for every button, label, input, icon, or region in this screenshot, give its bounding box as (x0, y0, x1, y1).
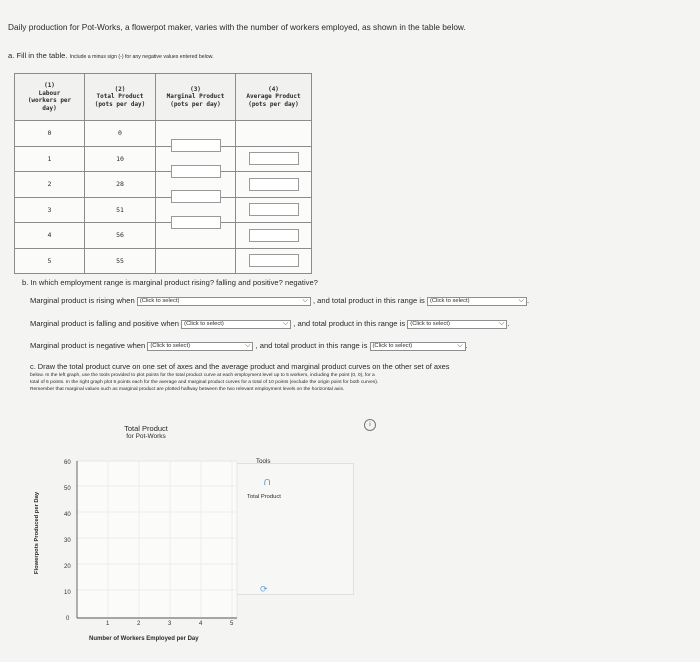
labour-cell: 2 (15, 172, 85, 198)
header-labour: (1) Labour (workers per day) (15, 74, 85, 121)
tools-title: Tools (256, 458, 271, 465)
table-row (15, 197, 312, 223)
average-product-input[interactable] (249, 203, 299, 216)
part-b-row-negative: Marginal product is negative when (Click to select) ⌵ , and total product in this range is (Click to select) ⌵ . (30, 341, 468, 350)
header-total-product: (2) Total Product (pots per day) (85, 74, 156, 121)
x-tick-label: 3 (168, 621, 172, 625)
plot-area[interactable] (77, 461, 237, 618)
part-a-prompt (8, 51, 214, 60)
marginal-product-input[interactable] (171, 216, 221, 229)
chevron-down-icon: ⌵ (498, 320, 505, 327)
y-axis-label: Flowerpots Produced per Day (34, 491, 41, 575)
labour-cell: 0 (15, 121, 85, 147)
falling-total-select[interactable]: (Click to select) ⌵ (407, 320, 507, 329)
y-tick-label: 50 (64, 486, 71, 492)
chevron-down-icon: ⌵ (518, 297, 524, 304)
total-product-cell: 10 (85, 146, 156, 172)
negative-range-select[interactable]: (Click to select) ⌵ (147, 342, 253, 351)
labour-cell: 5 (15, 248, 85, 274)
table-row (15, 172, 312, 198)
x-tick-label: 4 (199, 621, 203, 625)
table-row (15, 121, 312, 147)
part-c-instructions (30, 362, 590, 393)
labour-cell: 4 (15, 223, 85, 249)
marginal-product-cell (156, 248, 236, 274)
average-product-input[interactable] (249, 254, 299, 267)
average-product-cell (236, 172, 312, 198)
production-table (14, 73, 312, 274)
labour-cell: 3 (15, 197, 85, 223)
part-c-details: below. In the left graph, use the tools provided to plot points for the total product curve at each employment level up to 5 workers, including the point (0, 0), for a total of 6 points. In the right graph plot 5 points each for the average and marginal product curves for a total of 10 points (exclude the origin point for both curves). Remember that marginal values such as marginal product are plotted halfway between the two relevant employment levels on the horizontal axis. (30, 373, 379, 392)
average-product-cell (236, 248, 312, 274)
falling-range-select[interactable]: (Click to select) ⌵ (181, 320, 291, 329)
y-tick-label: 20 (64, 564, 71, 570)
header-average-product: (4) Average Product (pots per day) (236, 74, 312, 121)
total-product-cell: 28 (85, 172, 156, 198)
marginal-product-cell (156, 172, 236, 198)
graph-subtitle: for Pot-Works (126, 433, 166, 440)
y-tick-label: 40 (64, 512, 71, 518)
part-b-row-rising: Marginal product is rising when (Click to select) ⌵ , and total product in this range is (Click to select) ⌵ . (30, 296, 530, 305)
part-b-question: b. In which employment range is marginal product rising? falling and positive? negative? (22, 278, 318, 287)
total-product-cell: 0 (85, 121, 156, 147)
info-icon[interactable]: i (364, 419, 376, 431)
table-row (15, 146, 312, 172)
part-a-note: Include a minus sign (-) for any negative values entered below. (69, 54, 214, 60)
total-product-cell: 55 (85, 248, 156, 274)
total-product-cell: 51 (85, 197, 156, 223)
x-tick-label: 1 (106, 621, 110, 625)
negative-total-select[interactable]: (Click to select) ⌵ (370, 342, 466, 351)
part-b-row-falling: Marginal product is falling and positive when (Click to select) ⌵ , and total product in this range is (Click to select) ⌵ . (30, 319, 510, 328)
header-marginal-product: (3) Marginal Product (pots per day) (156, 74, 236, 121)
x-axis-label: Number of Workers Employed per Day (89, 636, 199, 642)
labour-cell: 1 (15, 146, 85, 172)
chevron-down-icon: ⌵ (457, 342, 463, 349)
marginal-product-cell (156, 146, 236, 172)
cap-curve-icon[interactable]: ∩ (263, 474, 272, 488)
average-product-cell (236, 223, 312, 249)
part-a-label: a. Fill in the table. (8, 51, 68, 60)
average-product-cell (236, 146, 312, 172)
average-product-cell (236, 121, 312, 147)
y-tick-label: 0 (66, 616, 70, 622)
marginal-product-cell (156, 121, 236, 147)
x-tick-label: 2 (137, 621, 141, 625)
rising-range-select[interactable]: (Click to select) ⌵ (137, 297, 311, 306)
average-product-cell (236, 197, 312, 223)
chevron-down-icon: ⌵ (245, 342, 251, 349)
chevron-down-icon: ⌵ (282, 320, 289, 327)
y-tick-label: 10 (64, 590, 71, 596)
table-row (15, 248, 312, 274)
average-product-input[interactable] (249, 229, 299, 242)
marginal-product-cell (156, 197, 236, 223)
reset-icon[interactable]: ⟳ (260, 584, 268, 594)
part-c-question: c. Draw the total product curve on one set of axes and the average product and marginal product curves on the other set of axes (30, 362, 450, 371)
total-product-graph[interactable] (40, 455, 240, 625)
chevron-down-icon: ⌵ (302, 297, 308, 304)
table-row (15, 223, 312, 249)
tools-panel (220, 463, 354, 595)
total-product-cell: 56 (85, 223, 156, 249)
graph-title: Total Product (124, 424, 168, 433)
average-product-input[interactable] (249, 152, 299, 165)
total-product-tool-label[interactable]: Total Product (247, 494, 281, 500)
y-tick-label: 60 (64, 460, 71, 466)
x-tick-label: 5 (230, 621, 234, 625)
intro-text: Daily production for Pot-Works, a flowerpot maker, varies with the number of workers employed, as shown in the table below. (8, 22, 466, 32)
y-tick-label: 30 (64, 538, 71, 544)
rising-total-select[interactable]: (Click to select) ⌵ (427, 297, 527, 306)
average-product-input[interactable] (249, 178, 299, 191)
